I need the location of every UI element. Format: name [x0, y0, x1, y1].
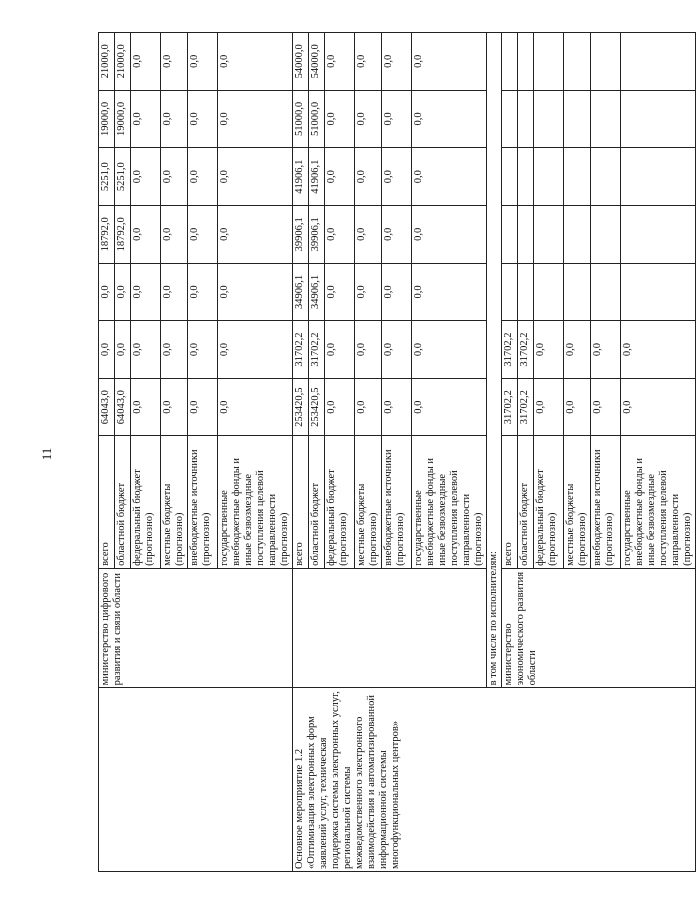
value-cell: 0,0: [412, 378, 487, 436]
value-cell: 64043,0: [99, 378, 115, 436]
source-cell: областной бюджет: [518, 436, 534, 568]
value-cell: 34906,1: [309, 263, 325, 321]
value-cell: [518, 33, 534, 91]
value-cell: [591, 263, 621, 321]
table-row: [99, 33, 115, 872]
value-cell: 31702,2: [309, 321, 325, 379]
value-cell: 0,0: [621, 321, 696, 379]
value-cell: 0,0: [355, 148, 382, 206]
value-cell: 0,0: [325, 90, 355, 148]
value-cell: [621, 33, 696, 91]
value-cell: 0,0: [161, 148, 188, 206]
value-cell: 0,0: [591, 378, 621, 436]
value-cell: [621, 90, 696, 148]
value-cell: 0,0: [99, 263, 115, 321]
value-cell: [518, 90, 534, 148]
source-cell: федеральный бюджет (прогнозно): [534, 436, 564, 568]
value-cell: [502, 205, 518, 263]
value-cell: [534, 90, 564, 148]
value-cell: [621, 148, 696, 206]
value-cell: [591, 33, 621, 91]
value-cell: 31702,2: [293, 321, 309, 379]
value-cell: 54000,0: [293, 33, 309, 91]
source-cell: государственные внебюджетные фонды и иные безвозмездные поступления целевой направленности (прогнозно): [218, 436, 293, 568]
value-cell: 39906,1: [293, 205, 309, 263]
value-cell: [621, 205, 696, 263]
value-cell: [518, 205, 534, 263]
value-cell: 0,0: [382, 263, 412, 321]
value-cell: 0,0: [131, 205, 161, 263]
value-cell: [534, 33, 564, 91]
executor-cell: [293, 568, 487, 688]
value-cell: 0,0: [534, 321, 564, 379]
value-cell: [534, 205, 564, 263]
value-cell: 0,0: [325, 378, 355, 436]
value-cell: 31702,2: [518, 378, 534, 436]
value-cell: 0,0: [382, 33, 412, 91]
value-cell: 51000,0: [293, 90, 309, 148]
value-cell: 0,0: [412, 205, 487, 263]
value-cell: 19000,0: [115, 90, 131, 148]
value-cell: 0,0: [218, 205, 293, 263]
value-cell: 0,0: [131, 90, 161, 148]
value-cell: 0,0: [325, 33, 355, 91]
value-cell: 0,0: [161, 378, 188, 436]
value-cell: [564, 148, 591, 206]
value-cell: 0,0: [355, 205, 382, 263]
value-cell: [564, 90, 591, 148]
executor-cell: министерство цифрового развития и связи области: [99, 568, 293, 688]
source-cell: внебюджетные источники (прогнозно): [188, 436, 218, 568]
value-cell: 0,0: [218, 90, 293, 148]
value-cell: 0,0: [115, 321, 131, 379]
value-cell: 54000,0: [309, 33, 325, 91]
value-cell: [518, 148, 534, 206]
value-cell: 41906,1: [309, 148, 325, 206]
source-cell: местные бюджеты (прогнозно): [161, 436, 188, 568]
value-cell: 0,0: [161, 205, 188, 263]
value-cell: 253420,5: [309, 378, 325, 436]
value-cell: 0,0: [161, 33, 188, 91]
source-cell: местные бюджеты (прогнозно): [564, 436, 591, 568]
value-cell: 0,0: [218, 33, 293, 91]
value-cell: 18792,0: [115, 205, 131, 263]
value-cell: [502, 263, 518, 321]
rotated-table-container: [98, 32, 693, 872]
source-cell: государственные внебюджетные фонды и иные безвозмездные поступления целевой направленности (прогнозно): [412, 436, 487, 568]
value-cell: 19000,0: [99, 90, 115, 148]
value-cell: 253420,5: [293, 378, 309, 436]
table-row: [293, 33, 309, 872]
value-cell: 0,0: [621, 378, 696, 436]
source-cell: государственные внебюджетные фонды и иные безвозмездные поступления целевой направленности (прогнозно): [621, 436, 696, 568]
value-cell: 0,0: [99, 321, 115, 379]
value-cell: 0,0: [161, 263, 188, 321]
value-cell: [534, 263, 564, 321]
value-cell: 0,0: [188, 148, 218, 206]
value-cell: 0,0: [188, 378, 218, 436]
table-body: [99, 33, 696, 872]
value-cell: 21000,0: [115, 33, 131, 91]
value-cell: 0,0: [355, 263, 382, 321]
value-cell: 0,0: [131, 321, 161, 379]
value-cell: 0,0: [591, 321, 621, 379]
source-cell: федеральный бюджет (прогнозно): [131, 436, 161, 568]
value-cell: 0,0: [382, 205, 412, 263]
value-cell: 0,0: [188, 263, 218, 321]
value-cell: 5251,0: [99, 148, 115, 206]
value-cell: [591, 205, 621, 263]
value-cell: 0,0: [188, 33, 218, 91]
value-cell: 0,0: [115, 263, 131, 321]
value-cell: [502, 33, 518, 91]
source-cell: областной бюджет: [115, 436, 131, 568]
value-cell: 0,0: [218, 378, 293, 436]
value-cell: 0,0: [382, 90, 412, 148]
value-cell: 0,0: [188, 321, 218, 379]
value-cell: 0,0: [382, 378, 412, 436]
value-cell: [591, 148, 621, 206]
value-cell: 0,0: [188, 205, 218, 263]
value-cell: 31702,2: [502, 321, 518, 379]
budget-table: [98, 32, 696, 872]
value-cell: 0,0: [412, 263, 487, 321]
value-cell: [534, 148, 564, 206]
value-cell: 0,0: [218, 321, 293, 379]
value-cell: 0,0: [131, 378, 161, 436]
value-cell: 51000,0: [309, 90, 325, 148]
value-cell: 0,0: [161, 90, 188, 148]
source-cell: областной бюджет: [309, 436, 325, 568]
measure-cell: Основное мероприятие 1.2 «Оптимизация электронных форм заявлений услуг, техническая поддержка системы электронных услуг, региональной системы межведомственного электронного взаимодействия и автоматизированной информационной системы многофункциональных центров»: [293, 688, 696, 872]
value-cell: [591, 90, 621, 148]
executor-cell: министерство экономического развития области: [502, 568, 696, 688]
value-cell: 0,0: [355, 321, 382, 379]
value-cell: 0,0: [412, 90, 487, 148]
value-cell: [564, 205, 591, 263]
value-cell: 31702,2: [518, 321, 534, 379]
value-cell: 0,0: [564, 378, 591, 436]
value-cell: 0,0: [218, 148, 293, 206]
value-cell: 0,0: [161, 321, 188, 379]
value-cell: 0,0: [131, 148, 161, 206]
value-cell: 0,0: [355, 378, 382, 436]
value-cell: [502, 148, 518, 206]
value-cell: [621, 263, 696, 321]
value-cell: 5251,0: [115, 148, 131, 206]
source-cell: всего: [502, 436, 518, 568]
value-cell: 0,0: [534, 378, 564, 436]
value-cell: 0,0: [412, 148, 487, 206]
value-cell: 21000,0: [99, 33, 115, 91]
value-cell: 0,0: [564, 321, 591, 379]
value-cell: 0,0: [131, 263, 161, 321]
value-cell: 0,0: [325, 148, 355, 206]
value-cell: 64043,0: [115, 378, 131, 436]
value-cell: 0,0: [355, 33, 382, 91]
source-cell: всего: [99, 436, 115, 568]
value-cell: 0,0: [188, 90, 218, 148]
measure-cell: [99, 688, 293, 872]
value-cell: 0,0: [325, 263, 355, 321]
value-cell: 31702,2: [502, 378, 518, 436]
executors-label: в том числе по исполнителям:: [487, 33, 502, 688]
value-cell: [564, 33, 591, 91]
source-cell: внебюджетные источники (прогнозно): [591, 436, 621, 568]
value-cell: 0,0: [218, 263, 293, 321]
value-cell: 0,0: [355, 90, 382, 148]
page-number: 11: [39, 447, 54, 461]
value-cell: [564, 263, 591, 321]
value-cell: [518, 263, 534, 321]
value-cell: 0,0: [131, 33, 161, 91]
value-cell: 41906,1: [293, 148, 309, 206]
source-cell: всего: [293, 436, 309, 568]
value-cell: 34906,1: [293, 263, 309, 321]
value-cell: [502, 90, 518, 148]
value-cell: 0,0: [412, 321, 487, 379]
source-cell: местные бюджеты (прогнозно): [355, 436, 382, 568]
source-cell: внебюджетные источники (прогнозно): [382, 436, 412, 568]
value-cell: 39906,1: [309, 205, 325, 263]
value-cell: 0,0: [325, 205, 355, 263]
source-cell: федеральный бюджет (прогнозно): [325, 436, 355, 568]
value-cell: 0,0: [382, 148, 412, 206]
value-cell: 0,0: [412, 33, 487, 91]
value-cell: 0,0: [325, 321, 355, 379]
value-cell: 0,0: [382, 321, 412, 379]
value-cell: 18792,0: [99, 205, 115, 263]
